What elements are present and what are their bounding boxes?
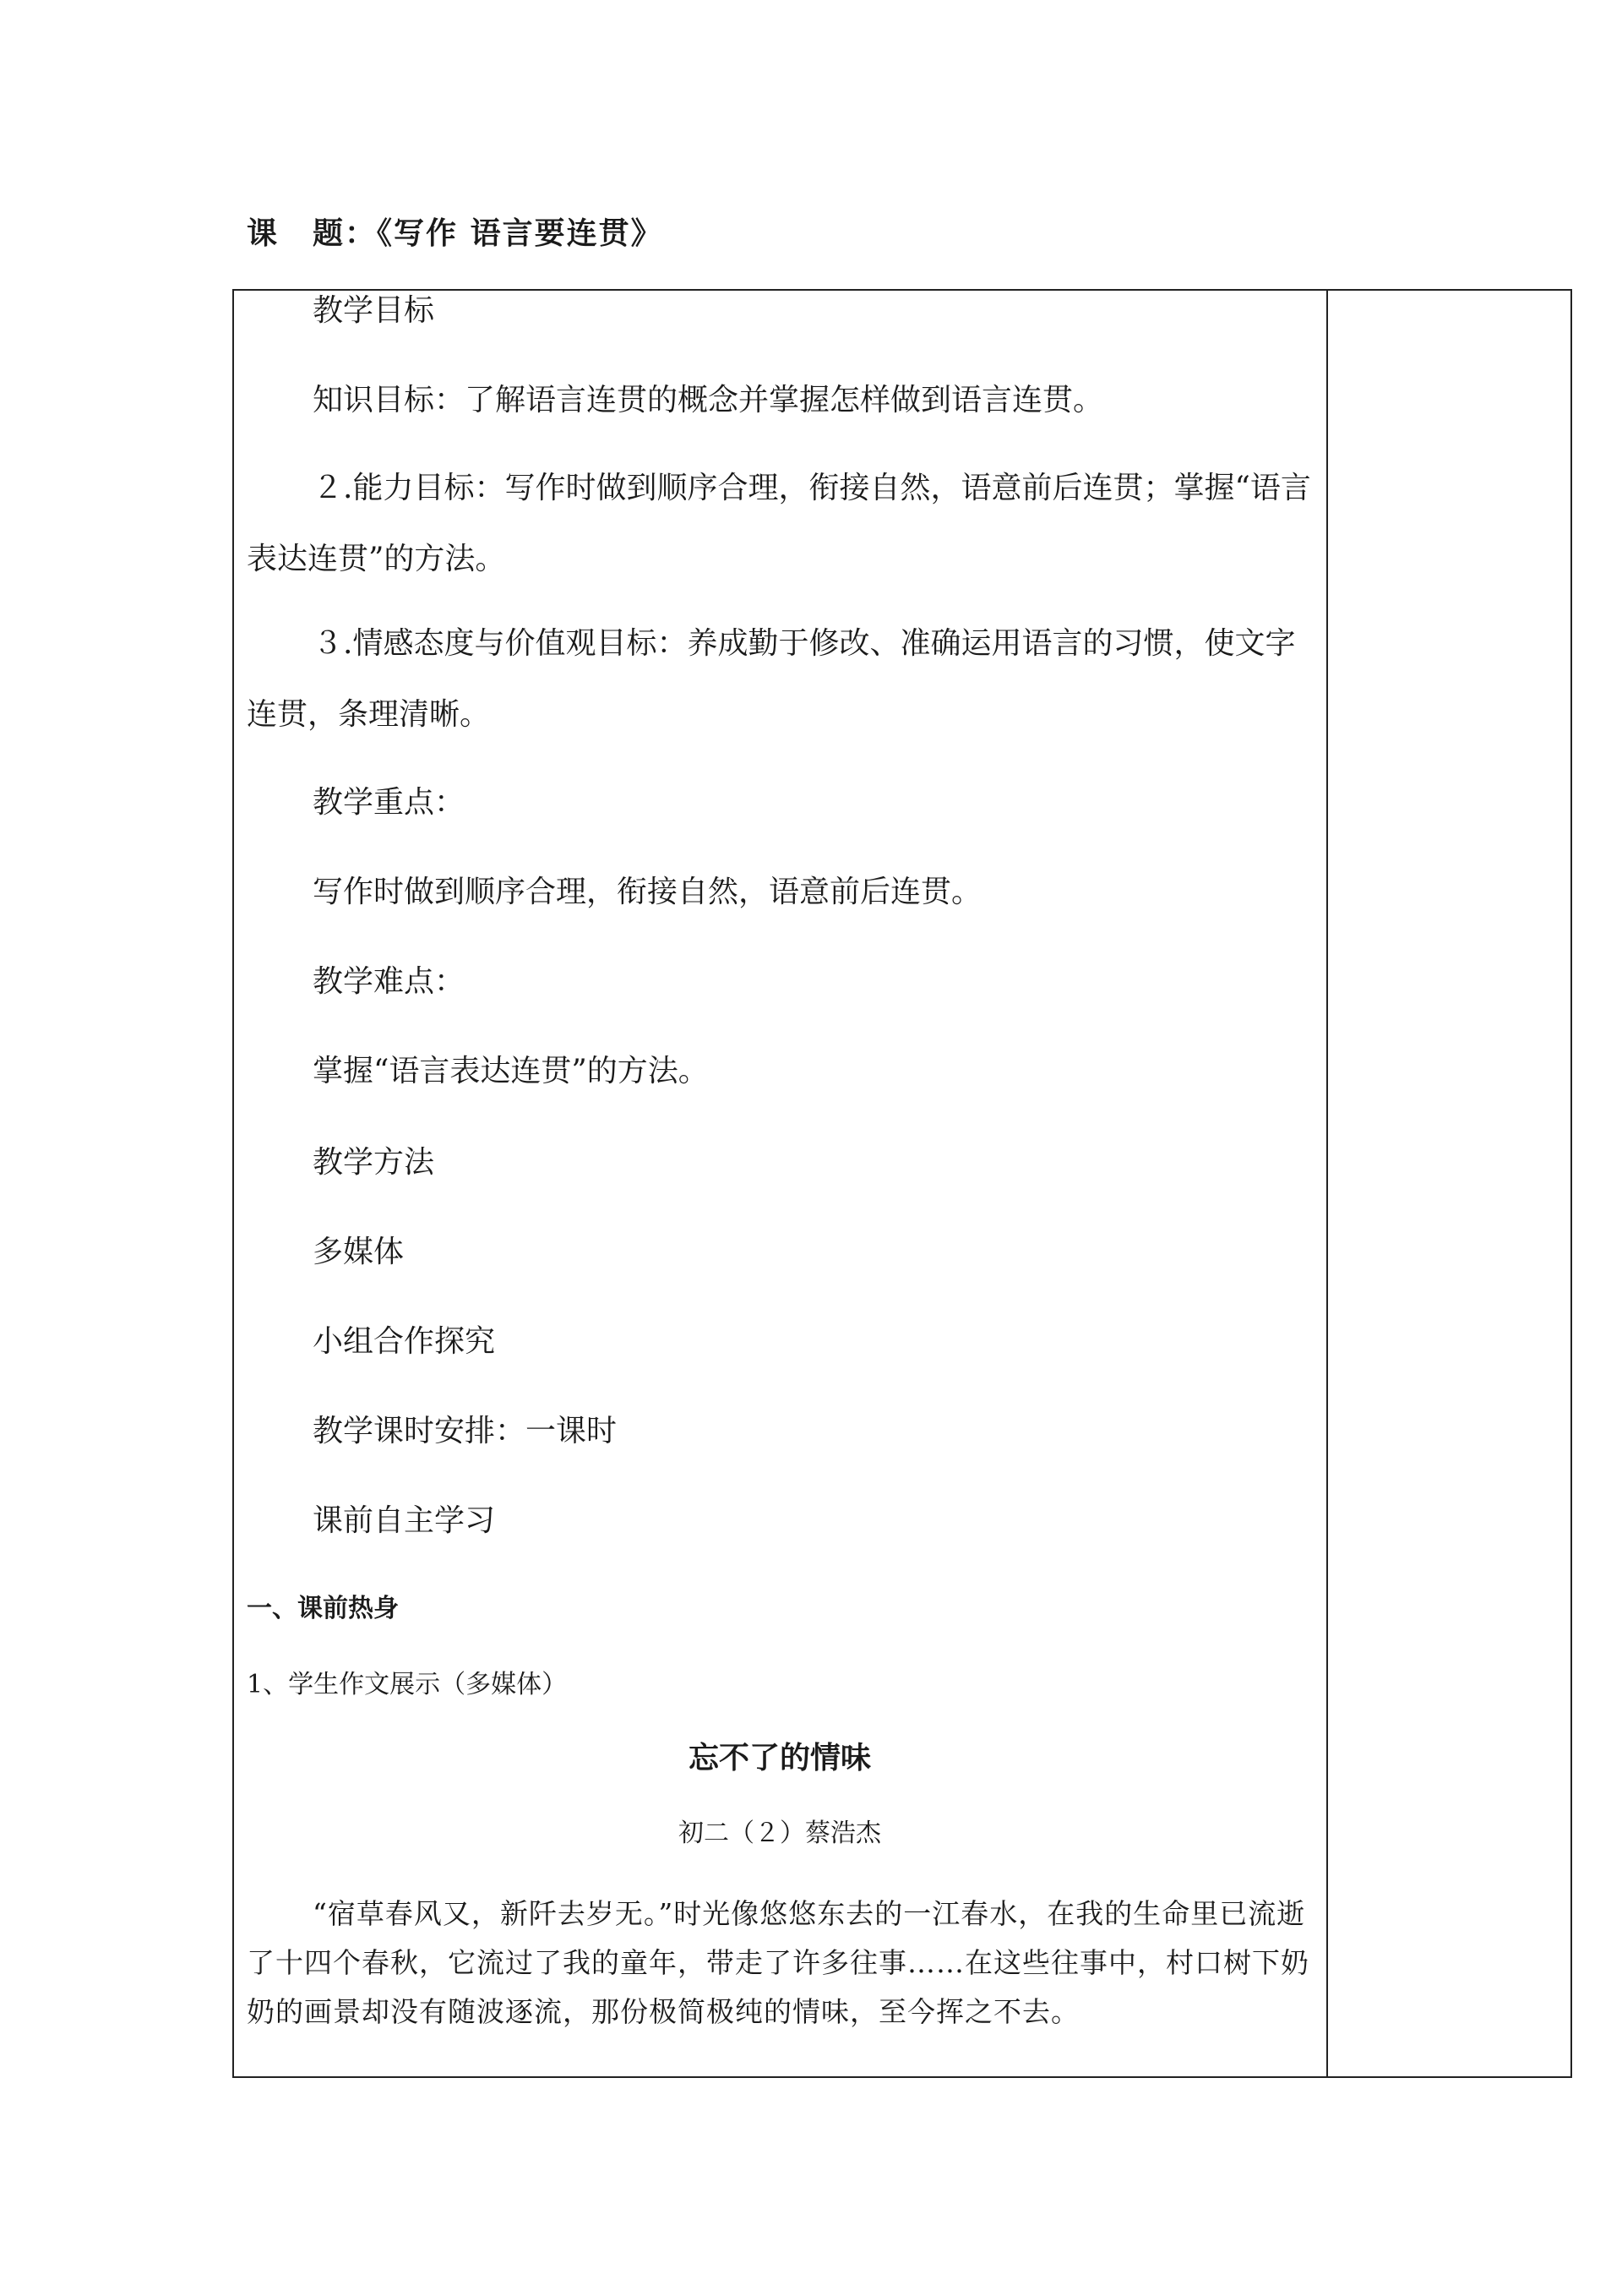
page-title: [247, 210, 663, 253]
student-showcase-line: 1、学生作文展示（多媒体）: [247, 1670, 568, 1699]
warmup-heading: 一、课前热身: [247, 1594, 399, 1623]
title-text: 《写作 语言要连贯》: [377, 215, 663, 251]
emotion-goal: ３.情感态度与价值观目标：养成勤于修改、准确运用语言的习惯，使文字连贯，条理清晰。: [247, 626, 1296, 732]
difficulty-label: 教学难点：: [313, 964, 465, 999]
essay-title: 忘不了的情味: [688, 1740, 871, 1775]
essay-paragraph: “宿草春风又，新阡去岁无。”时光像悠悠东去的一江春水，在我的生命里已流逝了十四个春秋，它流过了我的童年，带走了许多往事……在这些往事中，村口树下奶奶的画景却没有随波逐流，那份极简极纯的情味，至今挥之不去。: [247, 1897, 1309, 2028]
essay-author: 初二（２）蔡浩杰: [678, 1819, 881, 1848]
self-study-text: 课前自主学习: [313, 1503, 496, 1538]
schedule-text: 教学课时安排：一课时: [313, 1414, 618, 1448]
ability-goal: ２.能力目标：写作时做到顺序合理，衔接自然，语意前后连贯；掌握“语言表达连贯”的方法。: [247, 471, 1311, 576]
key-points-label: 教学重点：: [313, 785, 465, 820]
difficulty-text: 掌握“语言表达连贯”的方法。: [313, 1054, 709, 1088]
method-group-inquiry: 小组合作探究: [313, 1324, 496, 1359]
key-points-text: 写作时做到顺序合理，衔接自然，语意前后连贯。: [313, 875, 982, 909]
methods-label: 教学方法: [313, 1145, 435, 1180]
title-label: 课: [247, 215, 280, 251]
title-label-suffix: 题：: [313, 215, 378, 251]
notes-column: [1328, 291, 1570, 2076]
knowledge-goal: 知识目标：了解语言连贯的概念并掌握怎样做到语言连贯。: [313, 383, 1104, 417]
teaching-goals-heading: 教学目标: [313, 293, 435, 328]
method-multimedia: 多媒体: [313, 1235, 405, 1269]
